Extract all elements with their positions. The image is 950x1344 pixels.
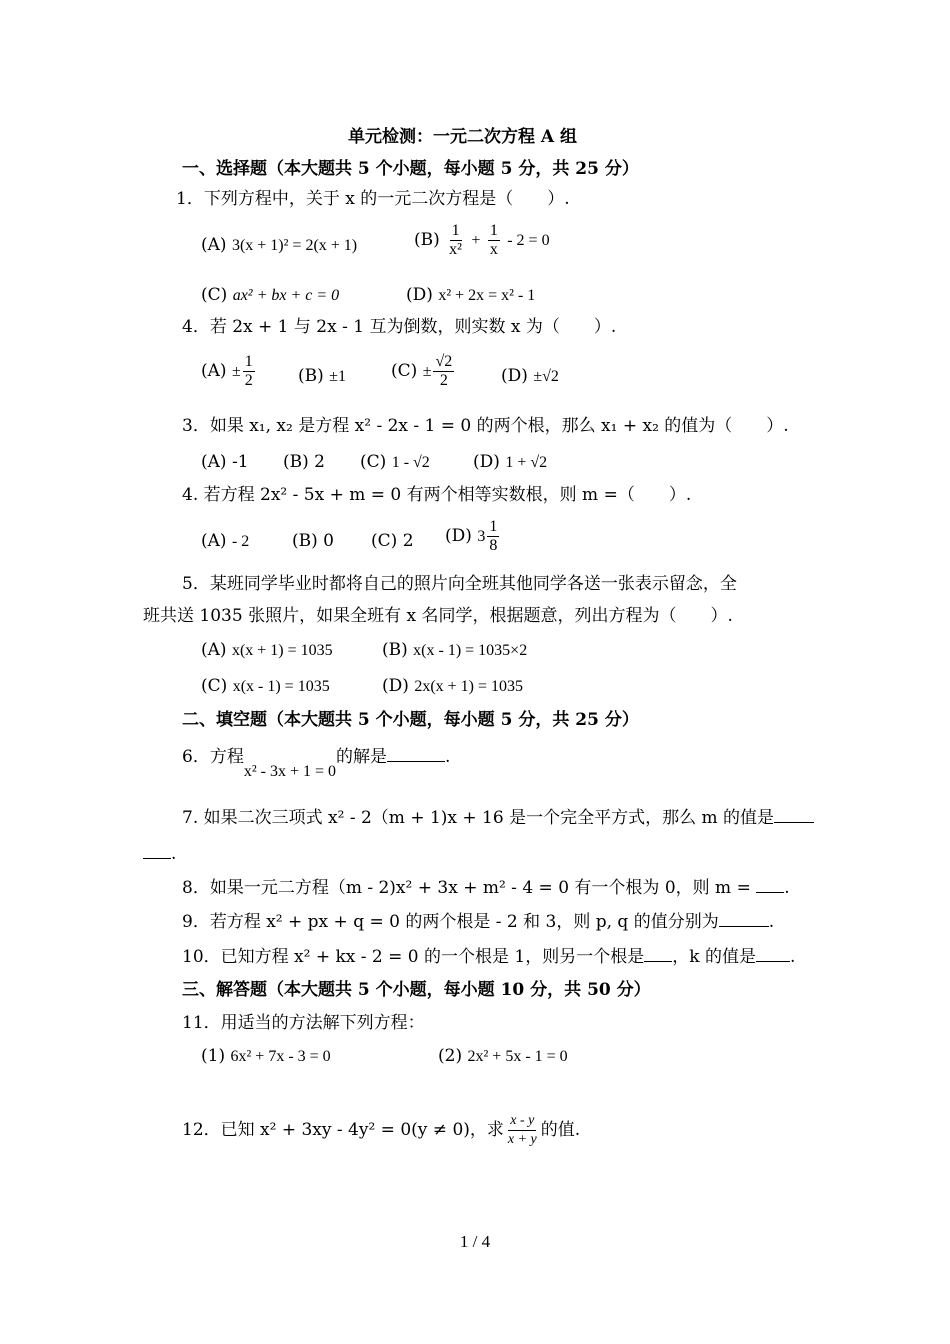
question-11-stem: 11．用适当的方法解下列方程：	[182, 1013, 425, 1033]
question-4a-option-b: (B) ±1	[298, 366, 346, 386]
question-4b-option-a: (A) - 2	[201, 531, 250, 551]
question-5-option-b: (B) x(x - 1) = 1035×2	[382, 640, 528, 660]
question-5-option-a: (A) x(x + 1) = 1035	[201, 640, 333, 660]
question-1-stem: 1．下列方程中，关于 x 的一元二次方程是（ ）.	[176, 189, 570, 209]
question-4b-option-d: (D) 3 $\frac{1}{8}$	[445, 518, 498, 554]
question-1-option-b: (B) $\frac{1}{\text{x²}}$ + $\frac{1}{x}$ - 2 = 0	[414, 222, 550, 258]
question-8: 8．如果一元二方程（m - 2)x² + 3x + m² - 4 = 0 有一个根为 0，则 m = .	[182, 878, 790, 898]
question-4b-option-c: (C) 2	[371, 531, 414, 551]
question-4b-stem: 4. 若方程 2x² - 5x + m = 0 有两个相等实数根，则 m =（ ）.	[182, 485, 692, 505]
question-4b-option-b: (B) 0	[292, 531, 334, 551]
page-title: 单元检测：一元二次方程 A 组	[348, 127, 578, 147]
question-10: 10．已知方程 x² + kx - 2 = 0 的一个根是 1，则另一个根是 ，k 的值是 .	[182, 947, 796, 967]
answer-blank[interactable]	[387, 745, 445, 762]
answer-blank[interactable]	[719, 910, 769, 927]
question-3-option-b: (B) 2	[283, 452, 325, 472]
question-11-part-1: (1) 6x² + 7x - 3 = 0	[201, 1046, 331, 1066]
question-4a-option-c: (C) ± $\frac{√2}{2}$	[391, 353, 453, 389]
answer-blank[interactable]	[774, 806, 814, 823]
question-4a-option-d: (D) ±√2	[501, 366, 559, 386]
question-1-option-c: (C) ax² + bx + c = 0	[201, 285, 340, 305]
question-5-option-c: (C) x(x - 1) = 1035	[201, 676, 330, 696]
question-1-option-d: (D) x² + 2x = x² - 1	[406, 285, 536, 305]
question-6: 6．方程x² - 3x + 1 = 0的解是 .	[182, 747, 451, 780]
question-11-part-2: (2) 2x² + 5x - 1 = 0	[438, 1046, 568, 1066]
question-3-option-c: (C) 1 - √2	[360, 452, 430, 472]
question-3-option-d: (D) 1 + √2	[473, 452, 548, 472]
question-5-stem-line2: 班共送 1035 张照片，如果全班有 x 名同学，根据题意，列出方程为（ ）.	[143, 606, 733, 626]
question-1-option-a: (A) 3(x + 1)² = 2(x + 1)	[201, 235, 358, 255]
question-5-stem-line1: 5．某班同学毕业时都将自己的照片向全班其他同学各送一张表示留念，全	[182, 574, 737, 594]
section-heading-solve: 三、解答题（本大题共 5 个小题，每小题 10 分，共 50 分）	[182, 980, 651, 1000]
page-number: 1 / 4	[459, 1232, 491, 1251]
section-heading-choice: 一、选择题（本大题共 5 个小题，每小题 5 分，共 25 分）	[182, 159, 639, 179]
question-5-option-d: (D) 2x(x + 1) = 1035	[382, 676, 524, 696]
question-4a-stem: 4．若 2x + 1 与 2x - 1 互为倒数，则实数 x 为（ ）.	[182, 317, 617, 337]
question-4a-option-a: (A) ± $\frac{1}{2}$	[201, 353, 253, 389]
answer-blank[interactable]	[756, 945, 790, 962]
question-12: 12．已知 x² + 3xy - 4y² = 0(y ≠ 0)，求 $\frac{x - y}{x + y}$ 的值.	[182, 1113, 581, 1147]
question-7-line1: 7. 如果二次三项式 x² - 2（m + 1)x + 16 是一个完全平方式，那么 m 的值是	[182, 806, 814, 829]
question-3-stem: 3．如果 x₁, x₂ 是方程 x² - 2x - 1 = 0 的两个根，那么 x₁ + x₂ 的值为（ ）.	[182, 416, 789, 436]
question-9: 9．若方程 x² + px + q = 0 的两个根是 - 2 和 3，则 p, q 的值分别为 .	[182, 912, 775, 932]
section-heading-fill: 二、填空题（本大题共 5 个小题，每小题 5 分，共 25 分）	[182, 710, 639, 730]
answer-blank[interactable]	[644, 945, 672, 962]
answer-blank[interactable]	[143, 842, 171, 859]
question-7-line2: .	[143, 842, 176, 865]
question-3-option-a: (A) -1	[201, 452, 249, 472]
answer-blank[interactable]	[756, 876, 784, 893]
